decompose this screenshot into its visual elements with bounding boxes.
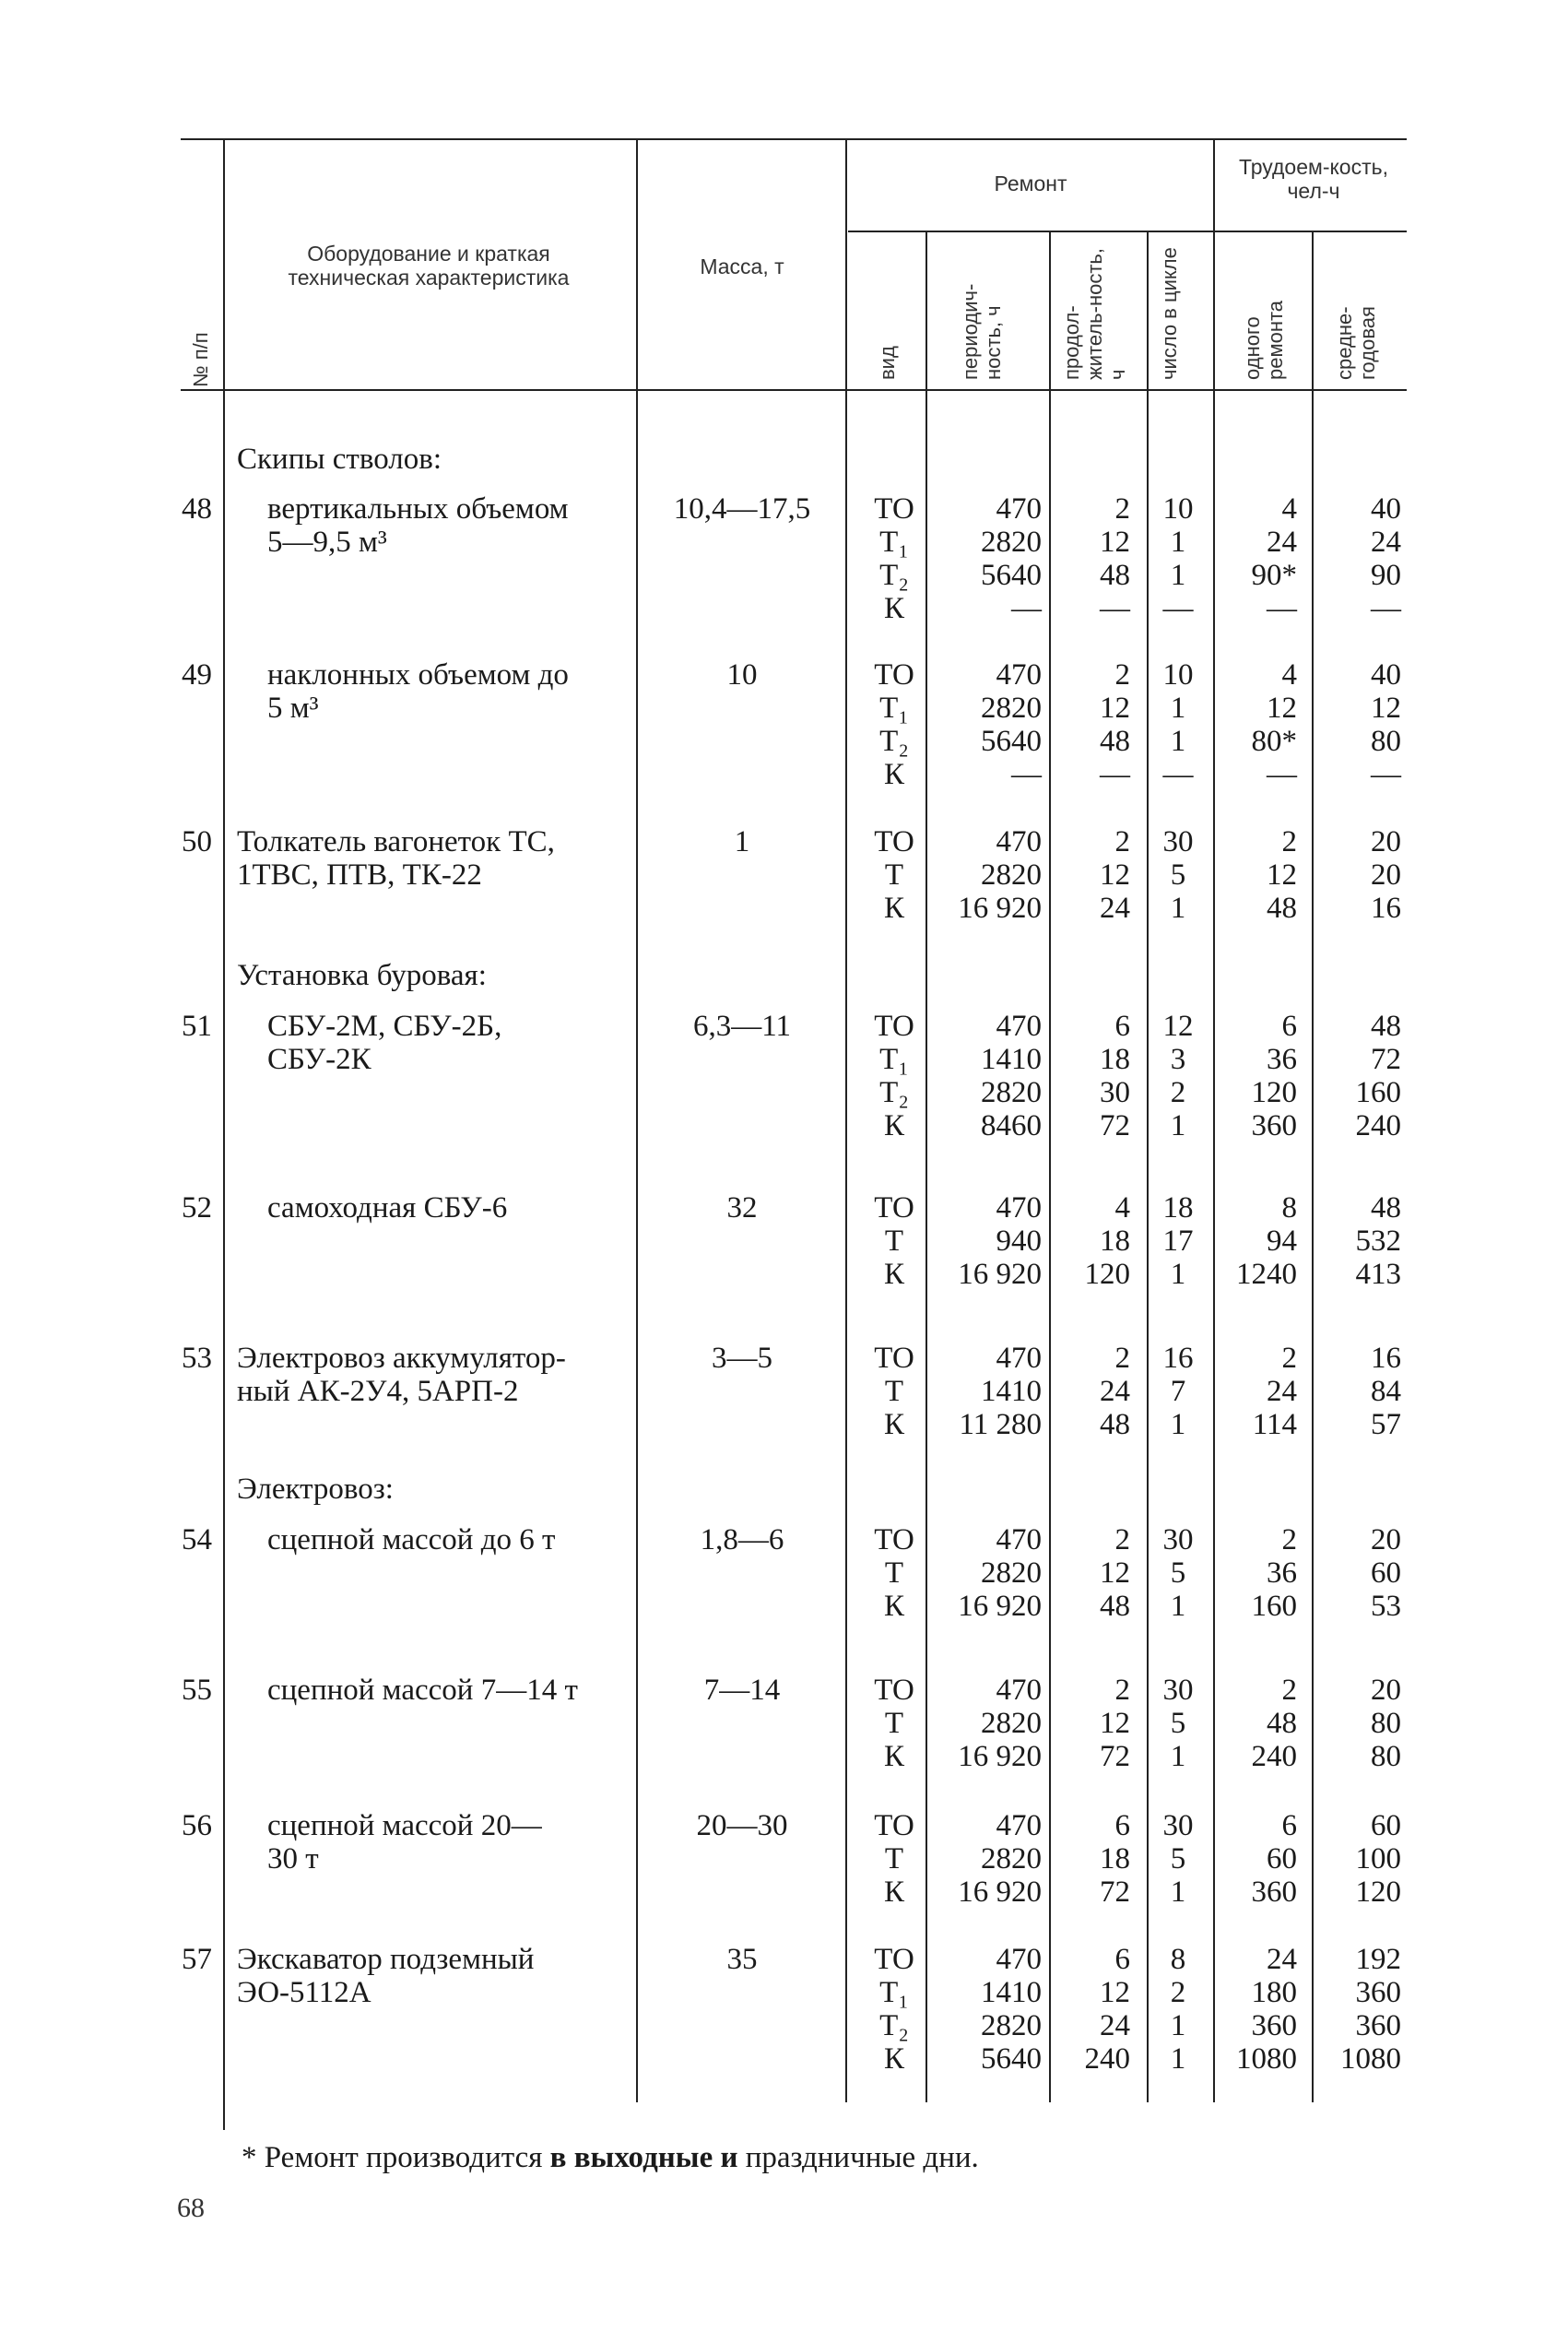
row-labor-one: 6 60 360 [1251,1809,1297,1909]
row-repair-kind: ТО Т К [874,1523,914,1623]
row-periodicity: 470 2820 16 920 [958,1809,1042,1909]
row-labor-one: 2 24 114 [1252,1342,1297,1441]
table-top-rule [181,138,1407,140]
row-number: 51 [182,1010,212,1043]
row-mass: 1,8—6 [700,1523,784,1556]
header-bottom-rule [181,389,1407,391]
row-duration: 2 12 72 [1100,1674,1130,1773]
header-sub-vid: вид [876,346,899,380]
row-periodicity: 470 2820 5640 — [981,658,1042,791]
row-number: 53 [182,1342,212,1375]
row-cycle-count: 30 5 1 [1162,1523,1194,1623]
header-col-equipment: Оборудование и краткая техническая характеристика [288,242,570,290]
row-equipment: Толкатель вагонеток ТС, 1ТВС, ПТВ, ТК-22 [237,825,555,892]
row-periodicity: 470 2820 16 920 [958,1674,1042,1773]
header-col-labor: Трудоем-кость, чел-ч [1238,155,1389,203]
row-mass: 1 [734,825,750,858]
row-labor-avg: 20 80 80 [1371,1674,1401,1773]
header-sub-avg: средне-годовая [1333,306,1379,380]
row-labor-one: 4 12 80* — [1251,658,1297,791]
row-number: 52 [182,1191,212,1225]
row-number: 56 [182,1809,212,1842]
row-duration: 6 18 72 [1100,1809,1130,1909]
row-cycle-count: 18 17 1 [1162,1191,1194,1291]
row-mass: 10 [726,658,758,692]
group-heading-skips: Скипы стволов: [237,443,442,476]
row-periodicity: 470 2820 16 920 [958,825,1042,925]
row-duration: 2 12 48 — [1100,492,1130,625]
row-cycle-count: 8 2 1 1 [1170,1943,1186,2076]
row-number: 54 [182,1523,212,1556]
row-duration: 6 12 24 240 [1084,1943,1130,2076]
row-repair-kind: ТО Т К [874,1191,914,1291]
row-labor-avg: 48 72 160 240 [1355,1010,1401,1142]
row-mass: 20—30 [696,1809,788,1842]
row-number: 55 [182,1674,212,1707]
col-divider-cycle [1213,138,1215,2102]
row-labor-one: 4 24 90* — [1251,492,1297,625]
row-labor-avg: 20 60 53 [1371,1523,1401,1623]
row-labor-avg: 60 100 120 [1355,1809,1401,1909]
row-labor-avg: 40 12 80 — [1371,658,1401,791]
row-mass: 10,4—17,5 [673,492,811,526]
col-divider-no [223,138,225,2130]
row-cycle-count: 30 5 1 [1162,1674,1194,1773]
row-cycle-count: 12 3 2 1 [1162,1010,1194,1142]
header-sub-one: одного ремонта [1241,300,1287,380]
header-col-mass: Масса, т [700,254,784,278]
row-equipment: сцепной массой до 6 т [267,1523,556,1556]
row-labor-one: 6 36 120 360 [1251,1010,1297,1142]
header-sub-period: периодич-ность, ч [959,283,1005,380]
row-labor-one: 2 48 240 [1251,1674,1297,1773]
row-duration: 2 12 24 [1100,825,1130,925]
repair-sub-rule [848,231,1407,232]
row-labor-avg: 192 360 360 1080 [1340,1943,1401,2076]
col-divider-equipment [636,138,638,2102]
row-number: 49 [182,658,212,692]
row-repair-kind: ТО Т К [874,825,914,925]
row-cycle-count: 10 1 1 — [1162,492,1194,625]
footnote-text-bold: в выходные и [549,2141,738,2174]
footnote [242,2141,979,2175]
group-heading-electro: Электровоз: [237,1473,394,1506]
row-mass: 6,3—11 [692,1010,792,1043]
row-number: 50 [182,825,212,858]
row-repair-kind: ТО Т К [874,1674,914,1773]
group-heading-drill: Установка буровая: [237,959,487,992]
row-mass: 32 [726,1191,758,1225]
row-repair-kind: ТО Т₁ Т₂ К [874,492,914,625]
row-cycle-count: 16 7 1 [1162,1342,1194,1441]
row-equipment: вертикальных объемом 5—9,5 м³ [267,492,569,559]
col-divider-duration [1147,231,1149,2102]
row-cycle-count: 30 5 1 [1162,825,1194,925]
row-cycle-count: 30 5 1 [1162,1809,1194,1909]
row-duration: 6 18 30 72 [1100,1010,1130,1142]
row-equipment: СБУ-2М, СБУ-2Б, СБУ-2К [267,1010,502,1076]
row-cycle-count: 10 1 1 — [1162,658,1194,791]
header-col-no: № п/п [189,332,212,387]
row-duration: 2 12 48 [1100,1523,1130,1623]
footnote-text-c: праздничные дни. [737,2141,979,2174]
row-mass: 3—5 [712,1342,772,1375]
row-periodicity: 470 1410 11 280 [959,1342,1042,1441]
row-equipment: самоходная СБУ-6 [267,1191,508,1225]
row-equipment: наклонных объемом до 5 м³ [267,658,569,725]
row-periodicity: 470 940 16 920 [958,1191,1042,1291]
row-labor-avg: 40 24 90 — [1371,492,1401,625]
row-equipment: Электровоз аккумулятор- ный АК-2У4, 5АРП-2 [237,1342,566,1408]
row-equipment: сцепной массой 20— 30 т [267,1809,542,1875]
row-labor-one: 2 12 48 [1267,825,1297,925]
row-repair-kind: ТО Т К [874,1809,914,1909]
row-labor-avg: 20 20 16 [1371,825,1401,925]
row-duration: 2 12 48 — [1100,658,1130,791]
row-mass: 35 [726,1943,758,1976]
row-labor-one: 8 94 1240 [1236,1191,1297,1291]
row-repair-kind: ТО Т К [874,1342,914,1441]
row-labor-one: 24 180 360 1080 [1236,1943,1297,2076]
row-labor-avg: 16 84 57 [1371,1342,1401,1441]
row-equipment: Экскаватор подземный ЭО-5112А [237,1943,535,2009]
row-repair-kind: ТО Т₁ Т₂ К [874,1943,914,2076]
row-duration: 2 24 48 [1100,1342,1130,1441]
row-equipment: сцепной массой 7—14 т [267,1674,578,1707]
header-col-repair: Ремонт [994,172,1067,195]
row-mass: 7—14 [703,1674,781,1707]
page-number: 68 [177,2193,205,2223]
row-periodicity: 470 2820 5640 — [981,492,1042,625]
row-periodicity: 470 1410 2820 5640 [981,1943,1042,2076]
row-labor-one: 2 36 160 [1251,1523,1297,1623]
row-periodicity: 470 1410 2820 8460 [981,1010,1042,1142]
row-repair-kind: ТО Т₁ Т₂ К [874,1010,914,1142]
header-sub-duration: продол-житель-ность, ч [1060,248,1129,380]
footnote-text-a: * Ремонт производится [242,2141,550,2174]
row-number: 48 [182,492,212,526]
header-sub-cycle: число в цикле [1158,247,1181,380]
row-repair-kind: ТО Т₁ Т₂ К [874,658,914,791]
row-labor-avg: 48 532 413 [1355,1191,1401,1291]
row-number: 57 [182,1943,212,1976]
row-periodicity: 470 2820 16 920 [958,1523,1042,1623]
row-duration: 4 18 120 [1084,1191,1130,1291]
col-divider-mass [845,138,847,2102]
